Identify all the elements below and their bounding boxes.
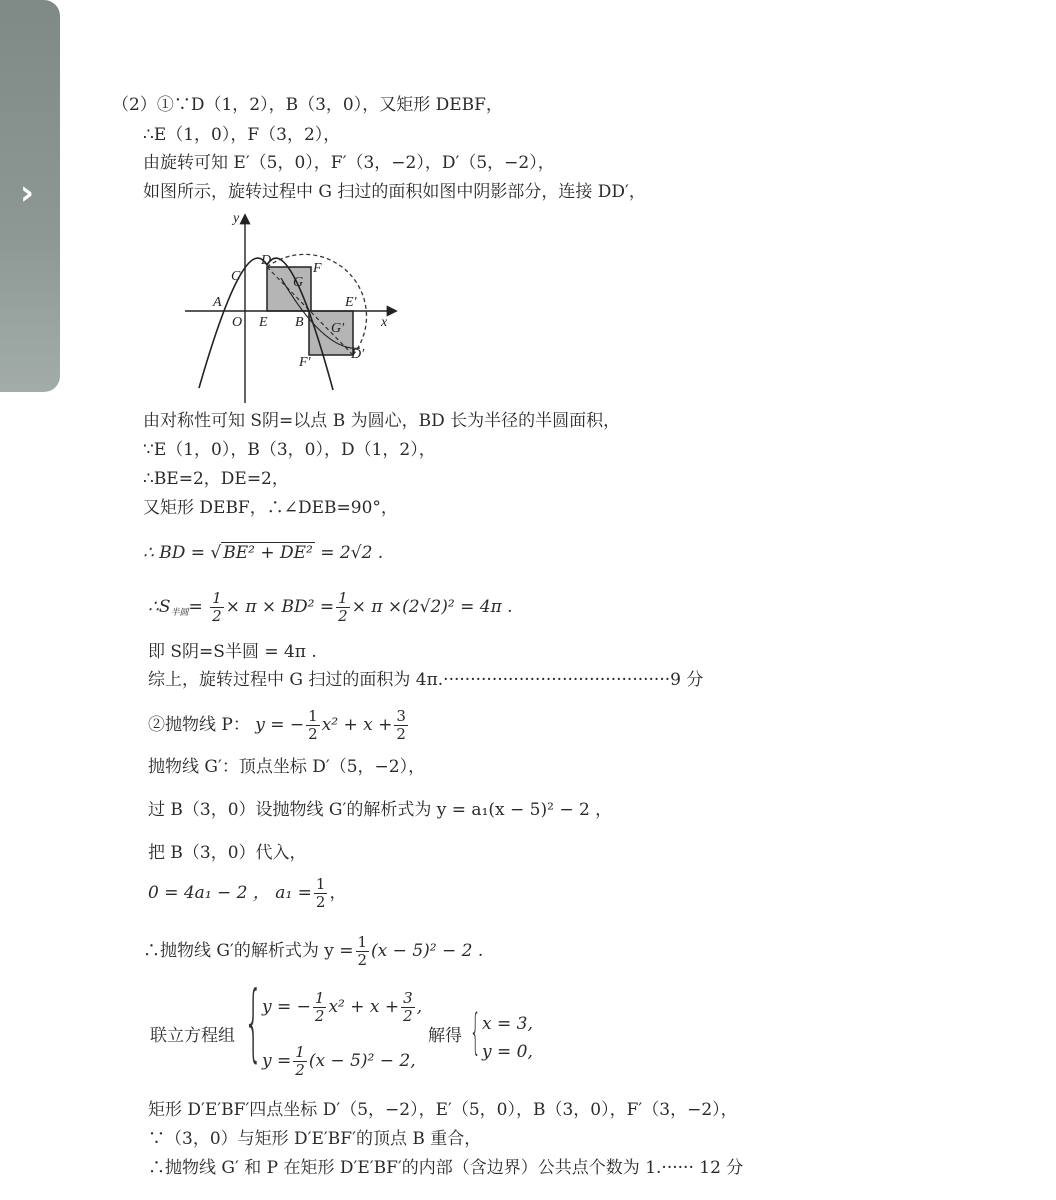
brace-left: { [244, 973, 263, 1071]
brace-left-small: { [470, 1004, 481, 1060]
s-formula [148, 590, 513, 625]
label-F: F [313, 261, 322, 276]
solution-line: 把 B（3，0）代入， [148, 843, 307, 863]
solution-line: 矩形 D′E′BF′四点坐标 D′（5，−2），E′（5，0），B（3，0），F′（3，−2）， [148, 1100, 738, 1120]
label-Gprime: G′ [331, 321, 345, 336]
bd-result: = 2√2 . [320, 543, 384, 563]
solution-line: 由旋转可知 E′（5，0），F′（3，−2），D′（5，−2）， [143, 153, 555, 173]
solution-line: 综上，旋转过程中 G 扫过的面积为 4π.··········································9 分 [148, 670, 704, 690]
g-equation: ∴抛物线 G′的解析式为 y = $\frac{1}{2}$ (x − 5)² − 2 . [143, 933, 484, 969]
solution-line: 即 S阴=S半圆 = 4π . [148, 642, 317, 662]
bd-radicand: BE² + DE² [223, 543, 313, 563]
system-eq2: y = $\frac{1}{2}$ (x − 5)² − 2, [262, 1043, 416, 1079]
system-label: 联立方程组 [150, 1026, 235, 1046]
fraction-half: $\frac{1}{2}$ [338, 589, 348, 625]
a1-equation: 0 = 4a₁ − 2 ， a₁ = $\frac{1}{2}$ ， [148, 875, 347, 911]
solution-line: 如图所示，旋转过程中 G 扫过的面积如图中阴影部分，连接 DD′， [143, 182, 646, 202]
label-x: x [381, 315, 388, 330]
s-eq: = [188, 597, 209, 617]
label-G: G [293, 275, 304, 290]
solution-line: ∵（3，0）与矩形 D′E′BF′的顶点 B 重合， [148, 1129, 482, 1149]
solution-x: x = 3, [482, 1014, 533, 1034]
label-Dprime: D′ [351, 347, 365, 362]
s-prefix: ∴S [148, 597, 171, 617]
s-mid2: × π ×(2√2)² = 4π . [351, 597, 513, 617]
solution-line: 又矩形 DEBF，∴∠DEB=90°， [143, 498, 398, 518]
solution-y: y = 0, [482, 1042, 533, 1062]
solve-label: 解得 [428, 1026, 462, 1046]
label-Eprime: E′ [345, 295, 357, 310]
solution-line: ∴BE=2，DE=2， [143, 469, 289, 489]
fraction-half: $\frac{1}{2}$ [212, 589, 222, 625]
solution-line: 由对称性可知 S阴=以点 B 为圆心，BD 长为半径的半圆面积， [143, 411, 621, 431]
side-panel-tab[interactable] [0, 0, 60, 392]
bd-formula: ∴ BD = √ BE² + DE² = 2√2 . [143, 543, 384, 563]
s-mid1: × π × BD² = [225, 597, 335, 617]
rotation-figure [185, 208, 405, 408]
system-eq1: y = − $\frac{1}{2}$ x² + x + $\frac{3}{2}$ , [262, 989, 423, 1025]
label-B: B [295, 315, 304, 330]
label-O: O [232, 315, 243, 330]
label-E: E [259, 315, 268, 330]
label-Fprime: F′ [299, 355, 311, 370]
solution-line: ∴抛物线 G′ 和 P 在矩形 D′E′BF′的内部（含边界）公共点个数为 1.······ 12 分 [148, 1158, 744, 1178]
solution-line: ∵E（1，0），B（3，0），D（1，2）， [143, 440, 436, 460]
chevron-right-icon[interactable]: › [20, 173, 35, 213]
s-subscript: 半圆 [170, 608, 189, 618]
label-A: A [213, 295, 222, 310]
label-y: y [233, 211, 240, 226]
label-D: D [261, 253, 272, 268]
bd-prefix: ∴ BD = [143, 543, 205, 563]
label-C: C [231, 269, 241, 284]
solution-line: （2）①∵D（1，2），B（3，0），又矩形 DEBF， [112, 95, 503, 115]
solution-line: ∴E（1，0），F（3，2）， [143, 125, 341, 145]
parabola-P-equation: ②抛物线 P： y = − $\frac{1}{2}$ x² + x + $\frac{3}{2}$ [148, 707, 406, 743]
solution-line: 过 B（3，0）设抛物线 G′的解析式为 y = a₁(x − 5)² − 2 ， [148, 800, 613, 820]
solution-line: 抛物线 G′：顶点坐标 D′（5，−2）， [148, 757, 426, 777]
